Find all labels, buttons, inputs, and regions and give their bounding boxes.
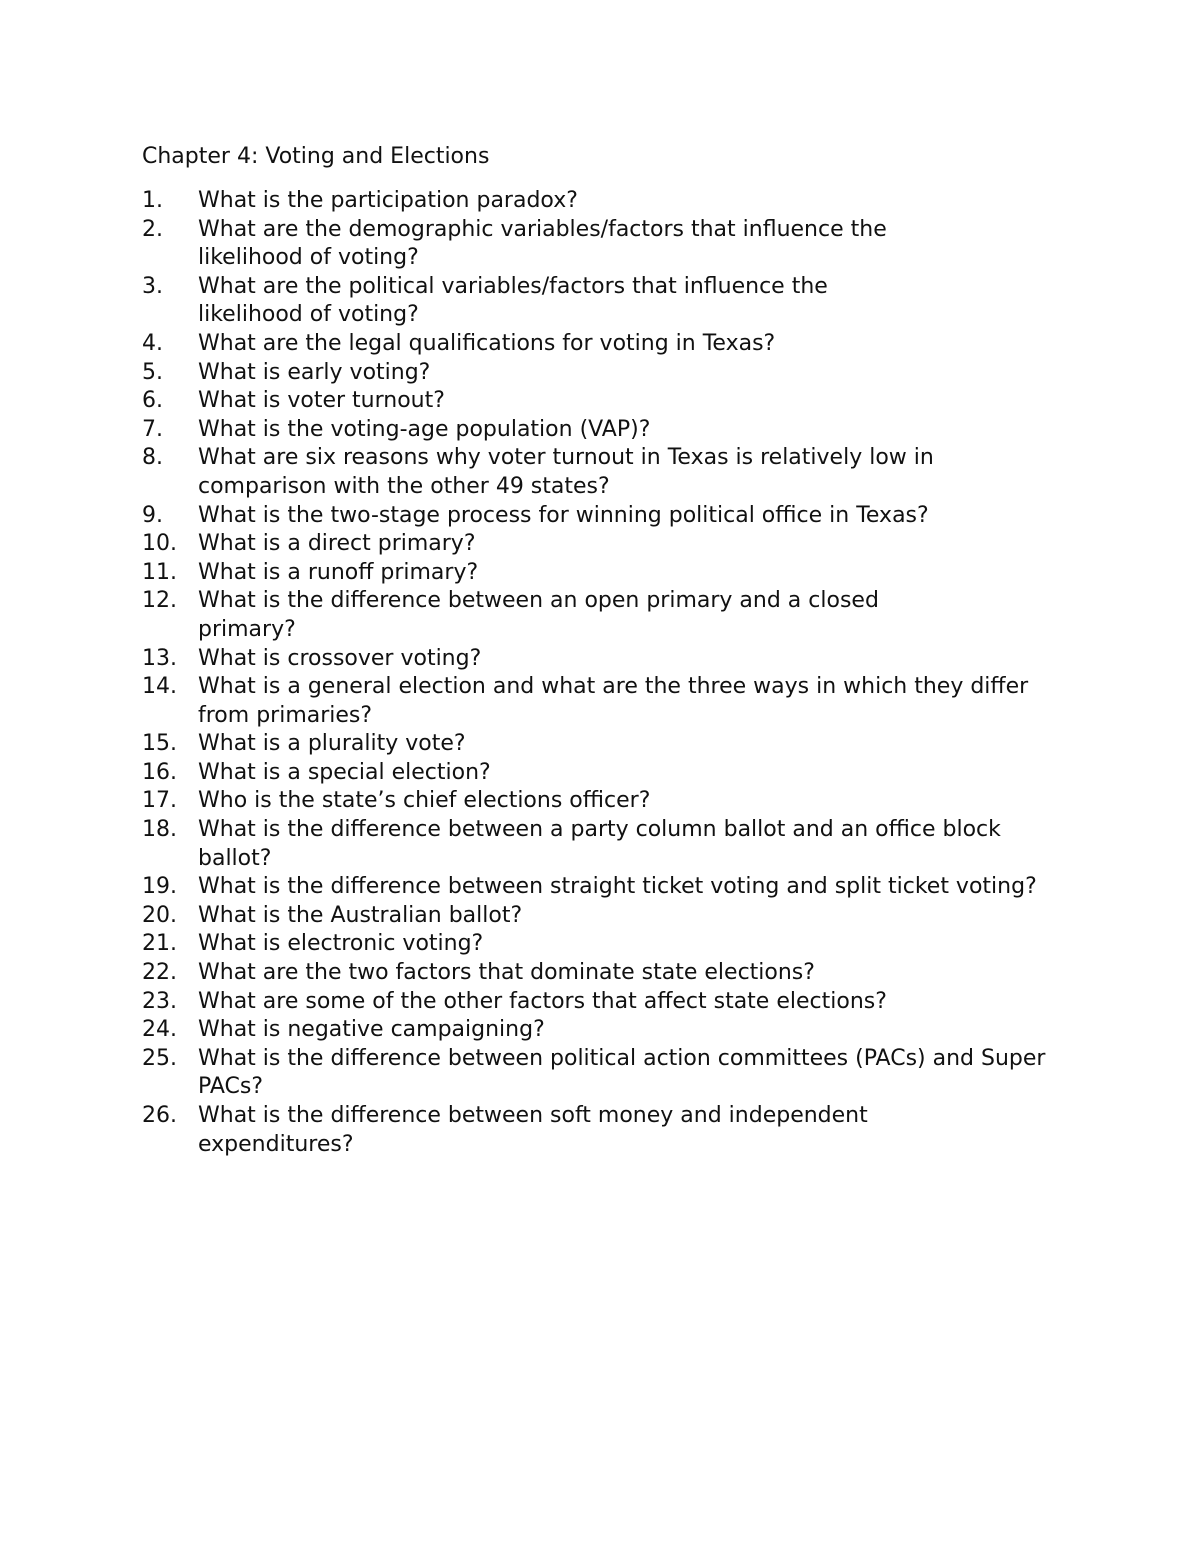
- question-number: 1.: [142, 188, 163, 213]
- question-number: 21.: [142, 931, 177, 957]
- question-number: 3.: [142, 273, 163, 299]
- question-number: 9.: [142, 502, 163, 528]
- question-text: What are the demographic variables/factors that influence the likelihood of voting?: [198, 216, 887, 271]
- question-number: 10.: [142, 531, 177, 557]
- question-text: What is the participation paradox?: [198, 188, 578, 213]
- question-number: 12.: [142, 588, 177, 614]
- question-number: 16.: [142, 759, 177, 785]
- question-number: 14.: [142, 674, 177, 700]
- question-item: [142, 359, 1072, 388]
- question-item: [142, 959, 1072, 988]
- question-text: What is the difference between soft money and independent expenditures?: [198, 1103, 868, 1157]
- question-number: 11.: [142, 559, 177, 585]
- question-text: What is a runoff primary?: [198, 559, 479, 585]
- question-text: What is voter turnout?: [198, 388, 445, 414]
- question-number: 13.: [142, 645, 177, 671]
- question-number: 23.: [142, 988, 177, 1014]
- question-item: [142, 1102, 968, 1159]
- question-item: [142, 1016, 1072, 1045]
- question-text: What is the voting-age population (VAP)?: [198, 416, 651, 442]
- question-text: What is the difference between a party column ballot and an office block ballot?: [198, 817, 1001, 871]
- question-number: 2.: [142, 216, 163, 242]
- question-number: 19.: [142, 874, 177, 900]
- question-item: [142, 730, 1072, 759]
- question-item: [142, 330, 1072, 359]
- question-number: 25.: [142, 1045, 177, 1071]
- question-number: 5.: [142, 359, 163, 385]
- question-text: What is a special election?: [198, 759, 491, 785]
- question-text: What are six reasons why voter turnout in Texas is relatively low in comparison with the other 49 states?: [198, 445, 934, 499]
- page-title: Chapter 4: Voting and Elections: [142, 144, 490, 169]
- question-number: 6.: [142, 388, 163, 414]
- question-number: 22.: [142, 960, 177, 986]
- question-text: What is the difference between straight ticket voting and split ticket voting?: [198, 874, 1037, 900]
- question-number: 8.: [142, 445, 163, 471]
- question-number: 15.: [142, 731, 177, 757]
- question-text: What are the two factors that dominate state elections?: [198, 960, 815, 986]
- question-text: What is crossover voting?: [198, 645, 482, 671]
- question-item: [142, 759, 1072, 788]
- question-item: [142, 187, 1072, 216]
- question-text: What is the two-stage process for winning political office in Texas?: [198, 502, 929, 528]
- question-number: 17.: [142, 788, 177, 814]
- question-item: [142, 530, 1072, 559]
- question-text: What is the difference between political action committees (PACs) and Super PACs?: [198, 1045, 1046, 1100]
- question-number: 4.: [142, 330, 163, 356]
- question-number: 24.: [142, 1017, 177, 1043]
- question-text: What is electronic voting?: [198, 931, 484, 957]
- question-item: [142, 559, 1072, 588]
- question-item: [142, 587, 928, 644]
- question-item: [142, 787, 1072, 816]
- question-item: [142, 988, 1072, 1017]
- question-item: [142, 645, 1072, 674]
- question-text: What are the political variables/factors that influence the likelihood of voting?: [198, 273, 828, 328]
- question-text: What are the legal qualifications for voting in Texas?: [198, 330, 776, 356]
- question-number: 26.: [142, 1103, 177, 1128]
- question-text: What is the Australian ballot?: [198, 902, 523, 928]
- question-text: What is the difference between an open primary and a closed primary?: [198, 588, 879, 642]
- question-text: What is early voting?: [198, 359, 431, 385]
- question-item: [142, 216, 934, 273]
- question-text: What is a direct primary?: [198, 531, 476, 557]
- question-item: [142, 873, 1058, 902]
- question-number: 20.: [142, 902, 177, 928]
- question-text: What is a general election and what are the three ways in which they differ from primaries?: [198, 674, 1029, 728]
- question-item: [142, 502, 1072, 531]
- question-item: [142, 444, 1058, 501]
- question-item: [142, 930, 1072, 959]
- question-text: Who is the state’s chief elections officer?: [198, 788, 651, 814]
- question-item: [142, 816, 1078, 873]
- question-item: [142, 387, 1072, 416]
- question-text: What is a plurality vote?: [198, 731, 466, 757]
- question-number: 7.: [142, 416, 163, 442]
- question-list: [142, 187, 1072, 1159]
- question-item: [142, 416, 1072, 445]
- question-text: What are some of the other factors that affect state elections?: [198, 988, 887, 1014]
- question-item: [142, 273, 878, 330]
- question-item: [142, 673, 1058, 730]
- question-item: [142, 902, 1072, 931]
- question-item: [142, 1045, 1088, 1102]
- question-text: What is negative campaigning?: [198, 1017, 545, 1043]
- question-number: 18.: [142, 817, 177, 843]
